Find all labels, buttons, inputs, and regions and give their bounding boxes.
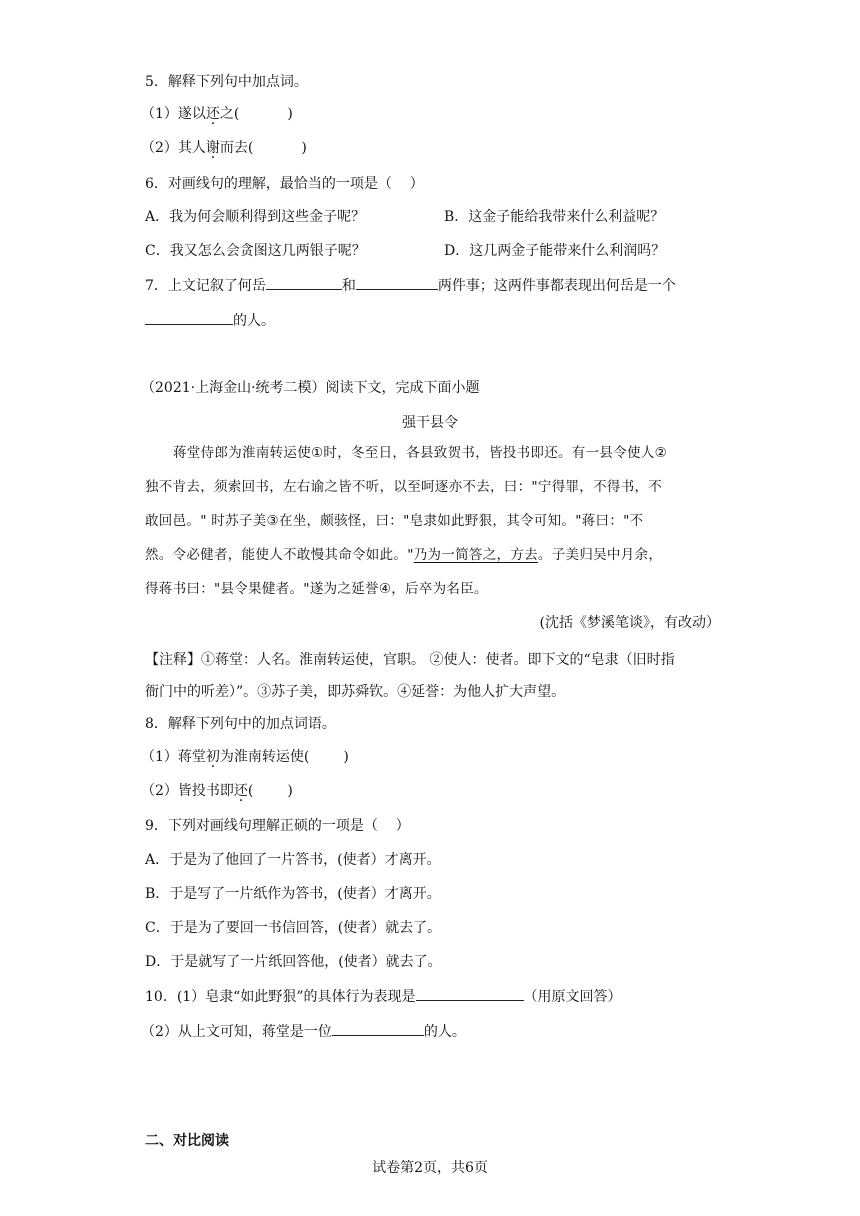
answer-blank[interactable] <box>266 275 342 290</box>
passage-line: 独不肯去，须索回书，左右谕之皆不听，以至呵逐亦不去，曰："宁得罪，不得书，不 <box>145 479 663 495</box>
q6-option-b: B．这金子能给我带来什么利益呢？ <box>444 209 665 225</box>
q9-stem: 9．下列对画线句理解正硕的一项是（ ） <box>145 818 410 834</box>
answer-blank[interactable] <box>356 275 438 290</box>
q7-line2: 的人。 <box>145 310 275 331</box>
q8-item2: （2）皆投书即还( ) <box>141 783 293 799</box>
q9-option-b: B．于是写了一片纸作为答书，(使者）才离开。 <box>145 886 441 902</box>
q10-line2: （2）从上文可知，蒋堂是一位 的人。 <box>141 1021 466 1042</box>
section-heading: 二、对比阅读 <box>145 1133 229 1149</box>
emphasis-dot-char: 还 <box>233 783 248 799</box>
q5-item2: （2）其人谢而去( ) <box>141 140 307 156</box>
answer-blank[interactable] <box>145 310 233 325</box>
q6-option-c: C．我又怎么会贪图这几两银子呢？ <box>145 243 366 259</box>
q6-option-d: D．这几两金子能带来什么利润吗？ <box>444 243 666 259</box>
q6-option-a: A．我为何会顺利得到这些金子呢？ <box>145 209 366 225</box>
q6-stem: 6．对画线句的理解，最恰当的一项是（ ） <box>145 176 424 192</box>
emphasis-dot-char: 谢 <box>205 140 220 156</box>
q7-line1: 7．上文记叙了何岳 和 两件事；这两件事都表现出何岳是一个 <box>145 275 676 296</box>
q5-item1: （1）遂以还之( ) <box>141 106 293 122</box>
citation: (沈括《梦溪笔谈》，有改动） <box>539 615 720 631</box>
source-line: （2021·上海金山·统考二模）阅读下文，完成下面小题 <box>141 380 480 396</box>
q9-option-c: C．于是为了要回一书信回答，(使者）就去了。 <box>145 920 442 936</box>
answer-blank[interactable] <box>332 1021 424 1036</box>
q9-option-a: A．于是为了他回了一片答书，(使者）才离开。 <box>145 852 441 868</box>
q10-line1: 10．(1）皂隶“如此野狠”的具体行为表现是 （用原文回答） <box>145 986 622 1007</box>
q9-option-d: D．于是就写了一片纸回答他，(使者）就去了。 <box>145 954 442 970</box>
emphasis-dot-char: 初 <box>205 749 220 765</box>
annotation-note: 【注释】①蒋堂：人名。淮南转运使，官职。 ②使人：使者。即下文的“皂隶（旧时指 衙门中的听差）”。③苏子美，即苏舜钦。④延誉：为他人扩大声望。 <box>145 652 675 700</box>
passage-line: 敢回邑。" 时苏子美③在坐，颇骇怪，曰："皂隶如此野狠，其令可知。"蒋曰："不 <box>145 513 644 529</box>
q8-item1: （1）蒋堂初为淮南转运使( ) <box>141 749 349 765</box>
emphasis-dot-char: 还 <box>205 106 220 122</box>
passage-line: 然。令必健者，能使人不敢慢其命令如此。"乃为一简答之，方去。子美归吴中月余， <box>145 547 663 563</box>
passage-title: 强干县令 <box>402 415 458 431</box>
q5-stem: 5．解释下列句中加点词。 <box>145 74 308 90</box>
page-footer: 试卷第2页，共6页 <box>372 1160 488 1176</box>
passage <box>145 436 720 606</box>
passage-line: 蒋堂侍郎为淮南转运使①时，冬至日，各县致贺书，皆投书即还。有一县令使人② <box>173 445 668 461</box>
answer-blank[interactable] <box>416 986 524 1001</box>
underlined-sentence: 乃为一简答之，方去 <box>413 547 538 563</box>
q8-stem: 8．解释下列句中的加点词语。 <box>145 716 336 732</box>
passage-line: 得蒋书曰："县令果健者。"遂为之延誉④，后卒为名臣。 <box>145 581 488 597</box>
